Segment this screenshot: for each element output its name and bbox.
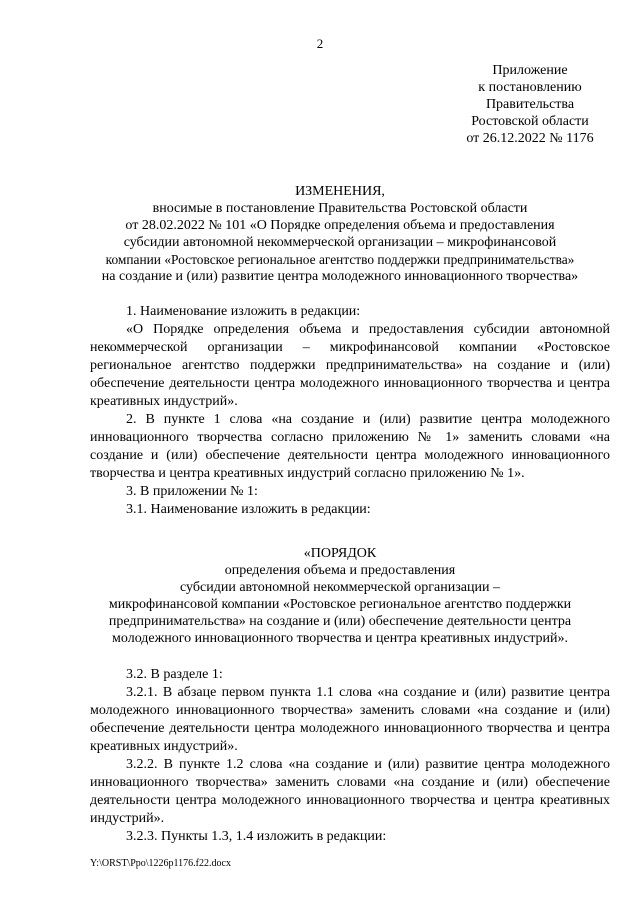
procedure-line: предпринимательства» на создание и (или) обеспечение деятельности центра bbox=[108, 614, 572, 629]
paragraph: 3.2. В разделе 1: bbox=[126, 667, 223, 682]
title-heading: ИЗМЕНЕНИЯ, bbox=[295, 184, 385, 199]
paragraph: 3. В приложении № 1: bbox=[126, 484, 258, 499]
annex-line: Ростовской области bbox=[471, 114, 589, 129]
title-line: вносимые в постановление Правительства Ростовской области bbox=[152, 201, 528, 216]
procedure-heading: «ПОРЯДОК bbox=[303, 546, 377, 561]
procedure-line: молодежного инновационного творчества и центра креативных индустрий». bbox=[112, 631, 568, 646]
paragraph: «О Порядке определения объема и предоставления субсидии автономной некоммерческой организации – микрофинансовой компании «Ростовское региональное агентство поддержки предпринимательства» на создание и (или) обеспечение деятельности центра молодежного инновационного творчества и центра креативных индустрий». bbox=[90, 322, 610, 409]
section-2 bbox=[90, 666, 610, 846]
procedure-line: субсидии автономной некоммерческой организации – bbox=[180, 580, 500, 595]
paragraph: 3.2.2. В пункте 1.2 слова «на создание и (или) развитие центра молодежного инновационного творчества» заменить словами «на создание и (или) обеспечение деятельности центра молодежного инновационного творчества и центра креативных индустрий». bbox=[90, 757, 610, 826]
title-line: субсидии автономной некоммерческой организации – микрофинансовой bbox=[123, 235, 557, 250]
annex-line: к постановлению bbox=[478, 80, 582, 95]
file-path-footer: Y:\ORST\Ppo\1226p1176.f22.docx bbox=[90, 858, 231, 869]
procedure-title bbox=[60, 545, 620, 647]
procedure-line: определения объема и предоставления bbox=[224, 563, 456, 578]
annex-line: от 26.12.2022 № 1176 bbox=[466, 131, 594, 146]
paragraph: 3.2.3. Пункты 1.3, 1.4 изложить в редакции: bbox=[126, 829, 387, 844]
paragraph: 2. В пункте 1 слова «на создание и (или) развитие центра молодежного инновационного творчества согласно приложению № 1» заменить словами «на создание и (или) обеспечение деятельности центра молодежного инновационного творчества и центра креативных индустрий согласно приложению № 1». bbox=[90, 412, 610, 481]
annex-line: Правительства bbox=[485, 97, 575, 112]
title-line: на создание и (или) развитие центра молодежного инновационного творчества» bbox=[101, 269, 579, 284]
page-number: 2 bbox=[316, 36, 324, 51]
annex-block bbox=[440, 62, 620, 147]
paragraph: 3.2.1. В абзаце первом пункта 1.1 слова «на создание и (или) развитие центра молодежного инновационного творчества» заменить словами «на создание и (или) обеспечение деятельности центра молодежного инновационного творчества и центра креативных индустрий». bbox=[90, 685, 610, 754]
title-line: от 28.02.2022 № 101 «О Порядке определения объема и предоставления bbox=[125, 218, 555, 233]
document-title bbox=[60, 183, 620, 285]
title-line: компании «Ростовское региональное агентство поддержки предпринимательства» bbox=[105, 252, 575, 267]
paragraph: 3.1. Наименование изложить в редакции: bbox=[126, 502, 371, 517]
section-1 bbox=[90, 303, 610, 519]
paragraph: 1. Наименование изложить в редакции: bbox=[126, 304, 361, 319]
procedure-line: микрофинансовой компании «Ростовское региональное агентство поддержки bbox=[108, 597, 572, 612]
annex-line: Приложение bbox=[492, 63, 568, 78]
